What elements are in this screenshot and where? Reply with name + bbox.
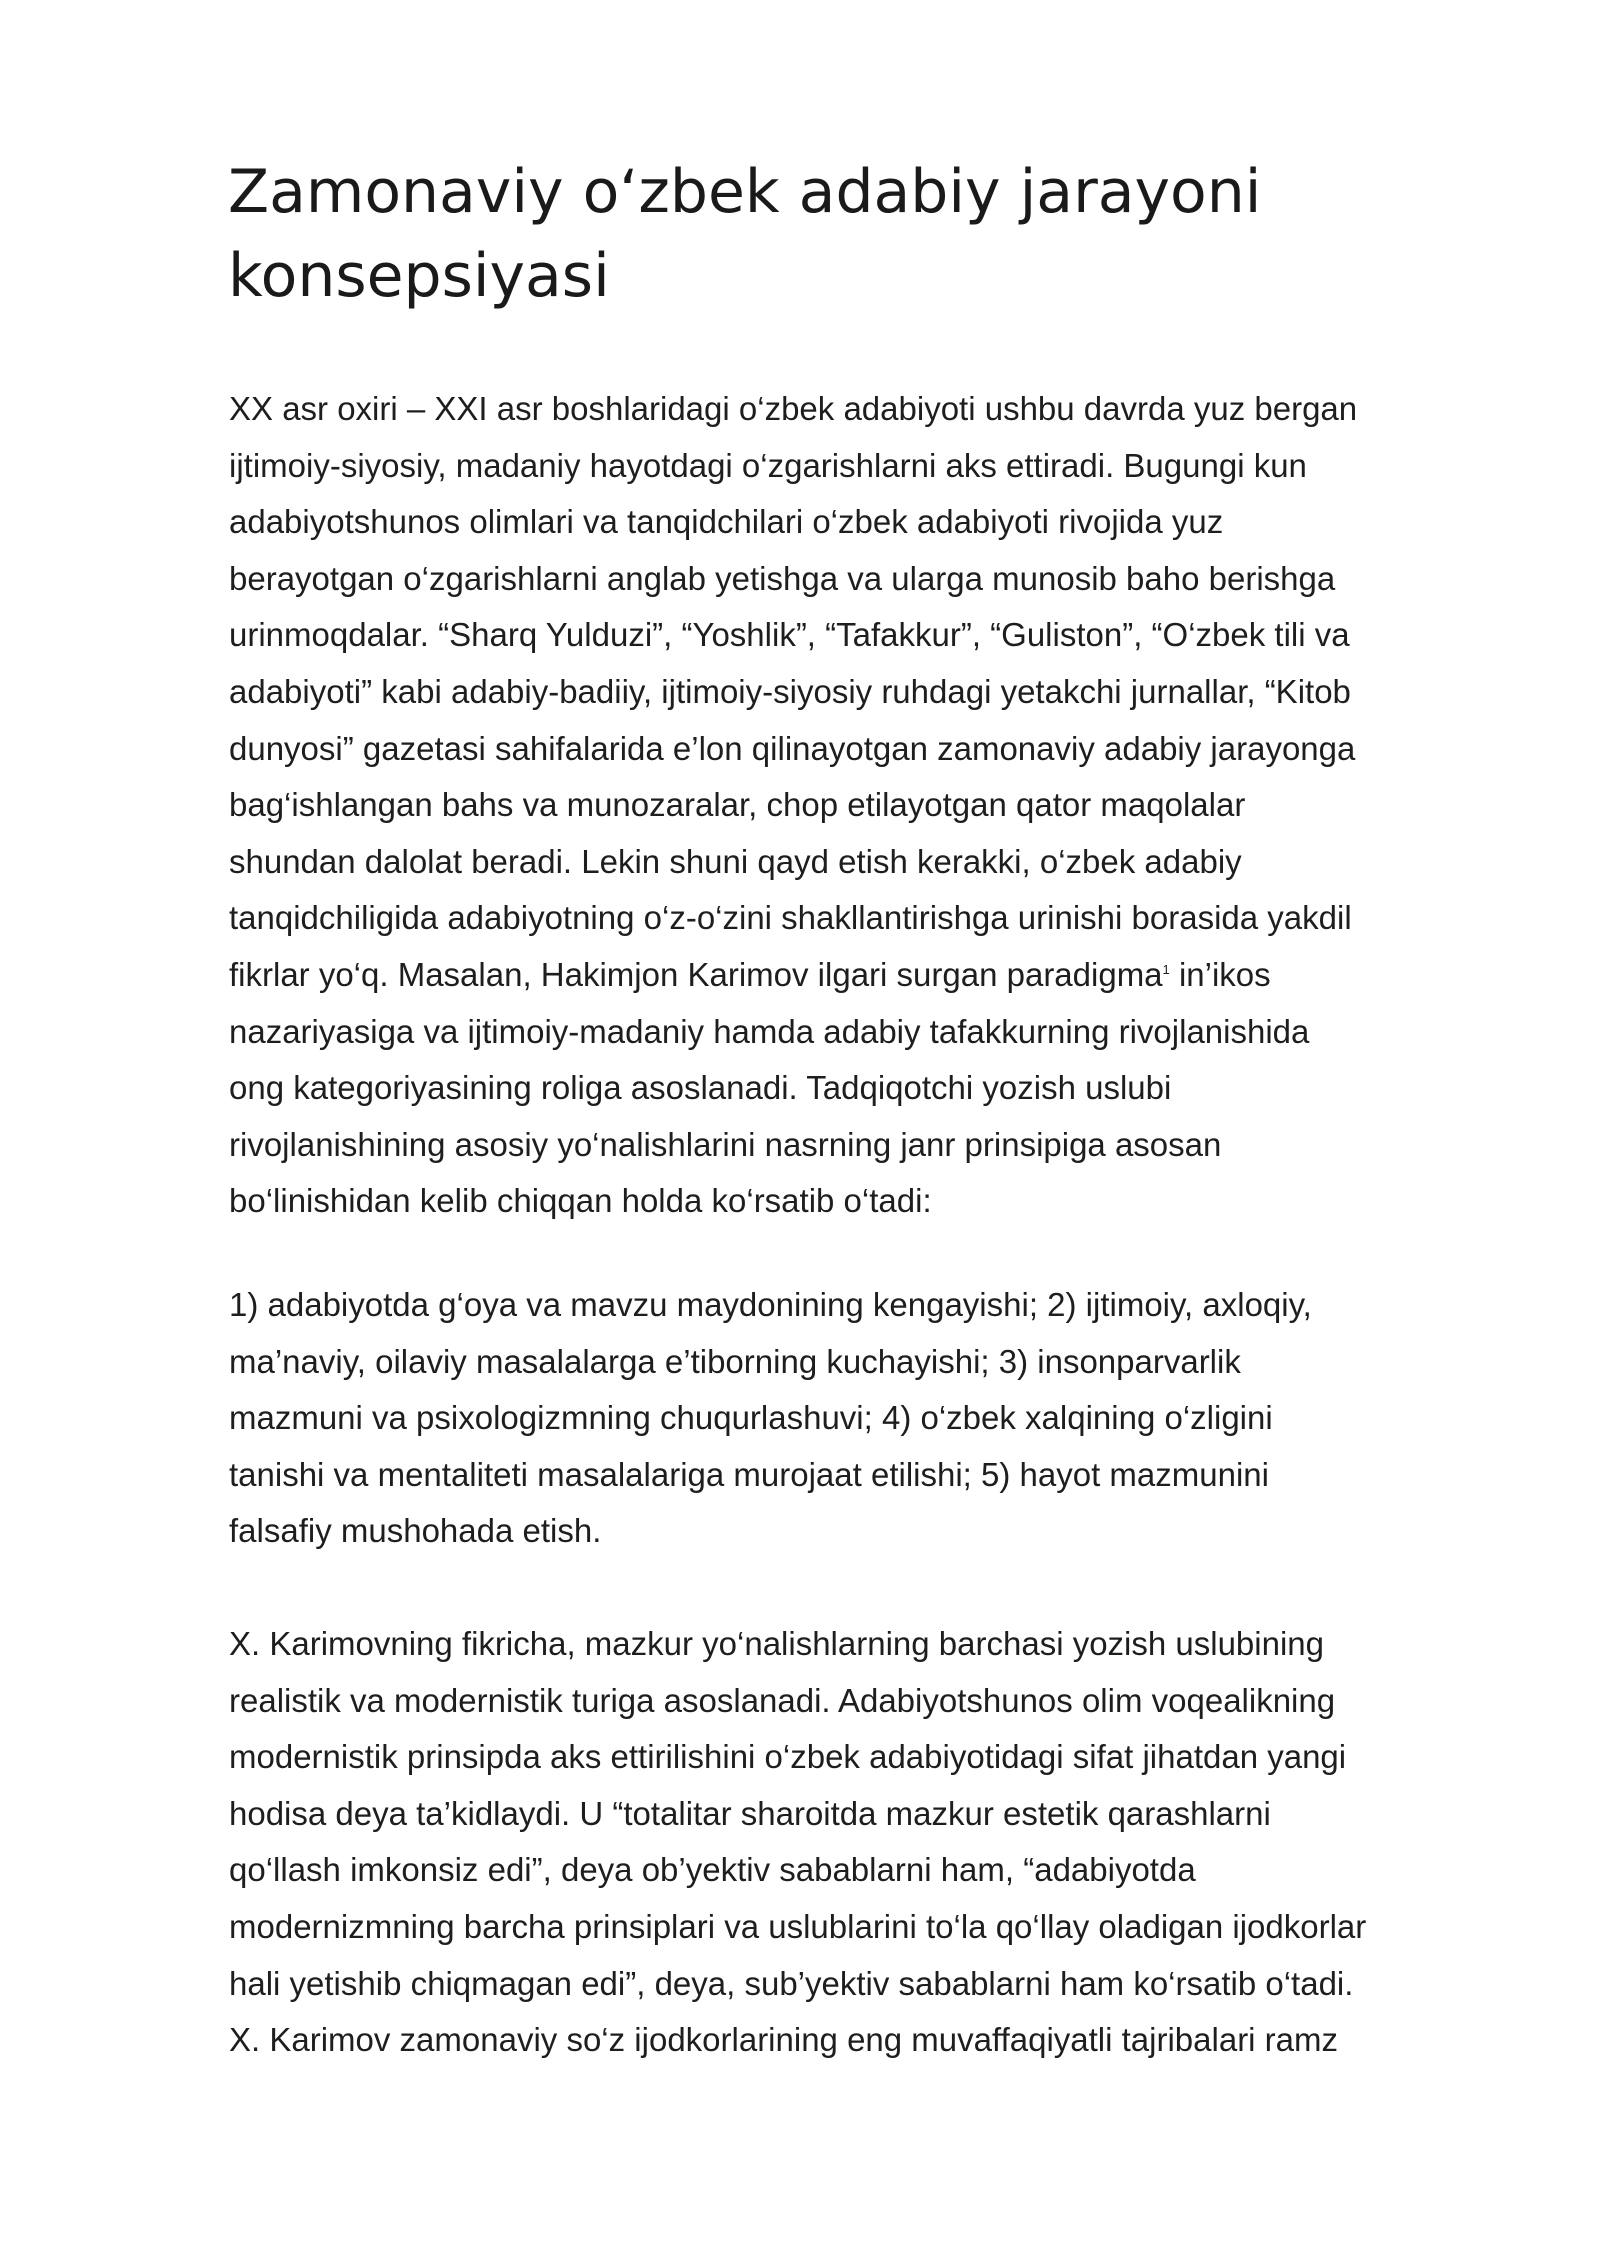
paragraph-line: tanqidchiligida adabiyotning o‘z-o‘zini shakllantirishga urinishi borasida yakdil [229,899,1352,937]
paragraph-line: mazmuni va psixologizmning chuqurlashuvi; 4) o‘zbek xalqining o‘zligini [229,1399,1273,1437]
paragraph-line: ijtimoiy-siyosiy, madaniy hayotdagi o‘zgarishlarni aks ettiradi. Bugungi kun [229,446,1307,484]
paragraph-3 [229,1616,1489,2069]
paragraph-line: bo‘linishidan kelib chiqqan holda ko‘rsatib o‘tadi: [229,1182,932,1220]
paragraph-2 [229,1277,1489,1560]
footnote-line-after: in’ikos [1169,955,1271,993]
paragraph-line: modernistik prinsipda aks ettirilishini o‘zbek adabiyotidagi sifat jihatdan yangi [229,1738,1347,1776]
document-title [228,150,1428,318]
paragraph-line: urinmoqdalar. “Sharq Yulduzi”, “Yoshlik”, “Tafakkur”, “Guliston”, “O‘zbek tili va [229,616,1350,654]
paragraph-line: hali yetishib chiqmagan edi”, deya, sub’yektiv sabablarni ham ko‘rsatib o‘tadi. [229,1964,1354,2002]
paragraph-line: tanishi va mentaliteti masalalariga murojaat etilishi; 5) hayot mazmunini [229,1455,1269,1493]
paragraph-line: qo‘llash imkonsiz edi”, deya ob’yektiv sabablarni ham, “adabiyotda [229,1851,1196,1889]
footnote-reference[interactable]: 1 [1162,961,1170,977]
paragraph-line: realistik va modernistik turiga asoslanadi. Adabiyotshunos olim voqealikning [229,1681,1336,1719]
paragraph-line: ong kategoriyasining roliga asoslanadi. Tadqiqotchi yozish uslubi [229,1069,1172,1107]
paragraph-line: falsafiy mushohada etish. [229,1512,602,1550]
title-line-1: Zamonaviy o‘zbek adabiy jarayoni [228,157,1262,227]
paragraph-line: nazariyasiga va ijtimoiy-madaniy hamda adabiy tafakkurning rivojlanishida [229,1012,1310,1050]
paragraph-line: XX asr oxiri – XXI asr boshlaridagi o‘zbek adabiyoti ushbu davrda yuz bergan [229,390,1358,427]
paragraph-line: dunyosi” gazetasi sahifalarida e’lon qilinayotgan zamonaviy adabiy jarayonga [229,729,1356,767]
paragraph-line: bag‘ishlangan bahs va munozaralar, chop etilayotgan qator maqolalar [229,786,1246,824]
paragraph-line: berayotgan o‘zgarishlarni anglab yetishga va ularga munosib baho berishga [229,559,1336,597]
paragraph-1 [229,381,1489,1230]
paragraph-line: adabiyotshunos olimlari va tanqidchilari o‘zbek adabiyoti rivojida yuz [229,503,1224,541]
paragraph-line: hodisa deya ta’kidlaydi. U “totalitar sharoitda mazkur estetik qarashlarni [229,1794,1271,1832]
paragraph-line: ma’naviy, oilaviy masalalarga e’tiborning kuchayishi; 3) insonparvarlik [229,1342,1241,1380]
paragraph-line: X. Karimov zamonaviy so‘z ijodkorlarining eng muvaffaqiyatli tajribalari ramz [229,2021,1339,2059]
paragraph-line: shundan dalolat beradi. Lekin shuni qayd etish kerakki, o‘zbek adabiy [229,842,1242,880]
paragraph-line: modernizmning barcha prinsiplari va uslublarini to‘la qo‘llay oladigan ijodkorlar [229,1907,1367,1945]
footnote-line-before: fikrlar yo‘q. Masalan, Hakimjon Karimov ilgari surgan paradigma [229,955,1163,993]
paragraph-line: X. Karimovning fikricha, mazkur yo‘nalishlarning barchasi yozish uslubining [229,1625,1325,1662]
title-line-2: konsepsiyasi [228,241,610,311]
paragraph-line: rivojlanishining asosiy yo‘nalishlarini nasrning janr prinsipiga asosan [229,1125,1222,1163]
paragraph-line-with-footnote [229,947,1489,1004]
paragraph-line: 1) adabiyotda g‘oya va mavzu maydonining kengayishi; 2) ijtimoiy, axloqiy, [229,1286,1312,1323]
paragraph-line: adabiyoti” kabi adabiy-badiiy, ijtimoiy-siyosiy ruhdagi yetakchi jurnallar, “Kitob [229,672,1351,710]
